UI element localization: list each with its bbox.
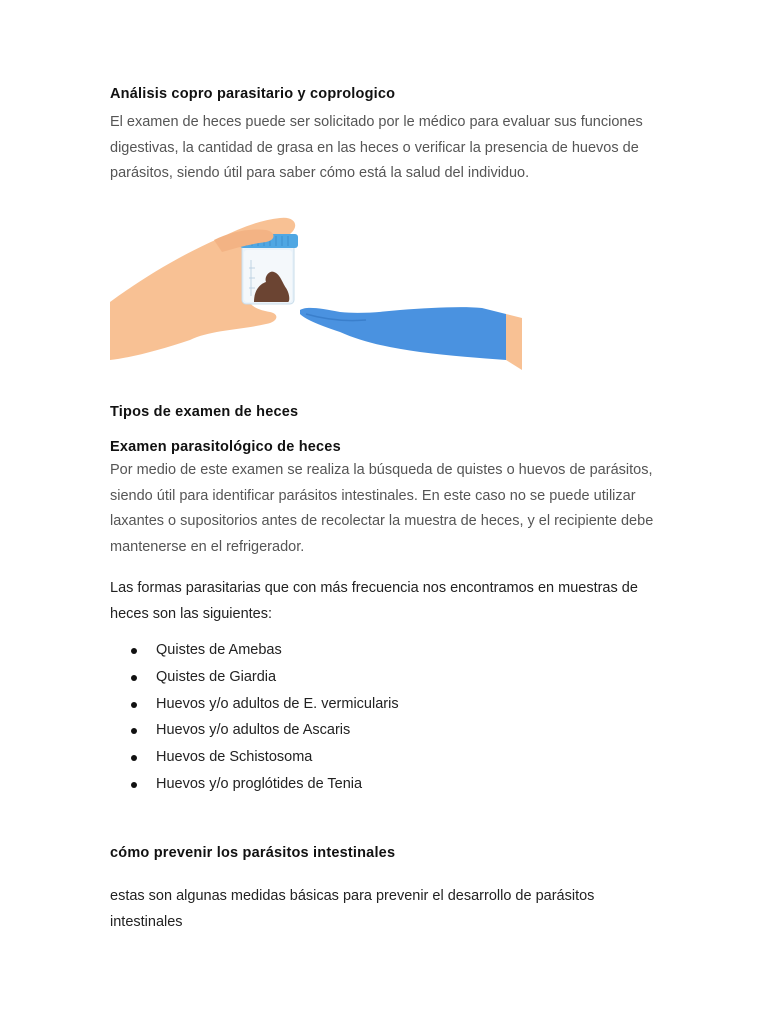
list-item: Huevos y/o adultos de Ascaris (110, 717, 670, 744)
list-item: Quistes de Amebas (110, 637, 670, 664)
list-item: Quistes de Giardia (110, 664, 670, 691)
parasitologico-paragraph: Por medio de este examen se realiza la búsqueda de quistes o huevos de parásitos, siendo útil para identificar parásitos intestinales. En este caso no se puede utilizar laxantes o supositorios antes de recolectar la muestra de heces, y el recipiente debe mantenerse en el refrigerador. (110, 462, 654, 555)
section-heading-analisis: Análisis copro parasitario y coprologico (110, 86, 396, 102)
formas-intro-paragraph: Las formas parasitarias que con más frecuencia nos encontramos en muestras de heces son las siguientes: (110, 580, 638, 622)
bullet-icon (131, 755, 137, 761)
section-heading-prevenir: cómo prevenir los parásitos intestinales (110, 845, 396, 861)
bullet-icon (131, 702, 137, 708)
section-heading-tipos: Tipos de examen de heces (110, 404, 299, 420)
stool-sample-illustration (110, 210, 522, 370)
gloved-hand-icon (300, 307, 522, 370)
prevenir-paragraph: estas son algunas medidas básicas para prevenir el desarrollo de parásitos intestinales (110, 888, 595, 930)
bullet-icon (131, 675, 137, 681)
subheading-parasitologico: Examen parasitológico de heces (110, 439, 341, 455)
intro-paragraph: El examen de heces puede ser solicitado por le médico para evaluar sus funciones digestivas, la cantidad de grasa en las heces o verificar la presencia de huevos de parásitos, siendo útil para saber cómo está la salud del individuo. (110, 114, 643, 181)
list-item: Huevos y/o adultos de E. vermicularis (110, 691, 670, 718)
bullet-icon (131, 728, 137, 734)
bullet-icon (131, 782, 137, 788)
parasite-list (110, 637, 670, 798)
list-item: Huevos de Schistosoma (110, 744, 670, 771)
bullet-icon (131, 648, 137, 654)
list-item: Huevos y/o proglótides de Tenia (110, 771, 670, 798)
